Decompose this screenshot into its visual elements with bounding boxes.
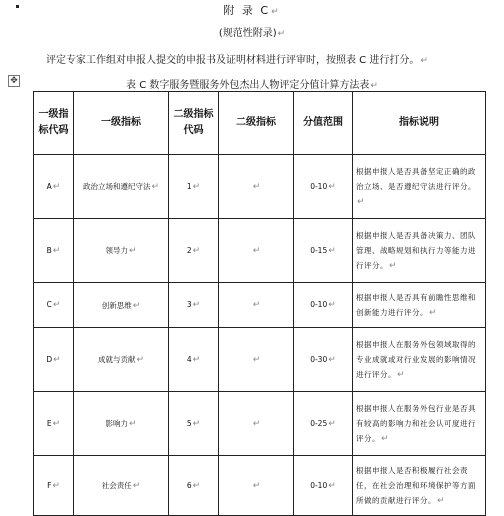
row-range-text: 0-25 [310,418,328,428]
row-code-text: E [46,418,52,428]
cell-mark: ↵ [328,245,336,256]
row-desc-text: 根据申报人是否具备坚定正确的政治立场、是否遵纪守法进行评分。 [356,166,476,191]
cell-mark: ↵ [252,418,261,429]
row-desc-text: 根据申报人在服务外包行业是否具有较高的影响力和社会认可度进行评分。 [356,403,476,443]
row-range-text: 0-10 [310,181,328,191]
row-code[interactable] [34,392,74,456]
row-sub-code-text: 6 [186,480,192,490]
cell-mark: ↵ [132,300,141,311]
cell-mark: ↵ [252,354,261,365]
cell-mark: ↵ [192,300,201,310]
header-level1-name: 一级指标 [74,92,169,155]
cell-mark: ↵ [192,480,201,491]
row-sub-name[interactable] [219,392,294,456]
appendix-subtitle-text: (规范性附录) [218,28,277,39]
row-name[interactable] [74,219,169,283]
cell-mark: ↵ [328,300,336,310]
row-range[interactable] [294,456,353,516]
cell-mark: ↵ [252,300,261,310]
row-range-text: 0-10 [310,300,328,309]
cell-mark: ↵ [52,181,61,192]
table-header-row [34,92,486,155]
cell-mark: ↵ [252,480,261,491]
cell-mark: ↵ [328,181,336,192]
cell-mark: ↵ [328,418,336,429]
cell-mark: ↵ [328,480,336,491]
row-name-text: 成就与贡献 [97,355,136,364]
row-code-text: F [47,480,52,490]
row-desc[interactable] [353,328,486,392]
cell-mark: ↵ [128,246,137,256]
header-score-range: 分值范围 [294,92,353,155]
row-name-text: 创新思维 [101,300,132,310]
cell-mark: ↵ [192,245,201,256]
row-desc-text: 根据申报人是否具备决策力、团队管理、战略规划和执行力等能力进行评分。 [356,230,476,270]
row-sub-name[interactable] [219,155,294,219]
row-sub-code-text: 1 [186,181,192,191]
cell-mark: ↵ [252,181,261,192]
paragraph-mark: ↵ [420,56,428,66]
cell-mark: ↵ [128,419,137,429]
table-row [34,328,486,392]
row-range-text: 0-15 [310,245,328,255]
appendix-subtitle [0,24,504,39]
cell-mark: ↵ [381,433,390,444]
row-desc[interactable] [353,392,486,456]
row-code-text: A [46,181,52,191]
appendix-title [0,2,504,18]
row-code[interactable] [34,328,74,392]
row-sub-code[interactable] [169,392,219,456]
row-range[interactable] [294,392,353,456]
row-range-text: 0-10 [310,480,328,490]
row-range[interactable] [294,283,353,328]
cell-mark: ↵ [52,300,61,310]
row-sub-name[interactable] [219,219,294,283]
row-sub-code-text: 5 [186,418,192,428]
row-sub-name[interactable] [219,328,294,392]
row-name-text: 领导力 [105,246,128,255]
row-sub-code-text: 3 [186,300,192,309]
row-code[interactable] [34,283,74,328]
row-name-text: 政治立场和遵纪守法 [82,182,151,191]
cell-mark: ↵ [389,260,398,271]
row-name[interactable] [74,456,169,516]
cell-mark: ↵ [192,418,201,429]
cell-mark: ↵ [192,354,201,365]
row-code-text: C [46,300,52,309]
cell-mark: ↵ [328,354,336,365]
table-row [34,456,486,516]
row-name-text: 社会责任 [101,481,132,490]
row-name-text: 影响力 [105,419,128,428]
row-sub-code[interactable] [169,456,219,516]
row-code[interactable] [34,155,74,219]
header-level2-code: 二级指标代码 [169,92,219,155]
table-caption-text: 表 C 数字服务暨服务外包杰出人物评定分值计算方法表 [126,80,370,91]
cell-mark: ↵ [151,182,160,192]
row-desc[interactable] [353,219,486,283]
row-sub-code[interactable] [169,219,219,283]
row-range[interactable] [294,219,353,283]
row-name[interactable] [74,392,169,456]
row-name[interactable] [74,328,169,392]
table-move-handle-icon[interactable]: ✥ [8,75,20,87]
row-sub-code[interactable] [169,155,219,219]
paragraph-mark: ↵ [271,7,281,17]
row-code[interactable] [34,219,74,283]
cell-mark: ↵ [429,307,438,318]
row-sub-code-text: 2 [186,245,192,255]
row-code-text: D [46,354,53,364]
scoring-table [33,91,486,516]
row-desc[interactable] [353,155,486,219]
row-range[interactable] [294,328,353,392]
cell-mark: ↵ [53,354,61,365]
cell-mark: ↵ [437,495,446,506]
row-sub-name[interactable] [219,283,294,328]
row-sub-code[interactable] [169,283,219,328]
cell-mark: ↵ [52,480,60,491]
cell-mark: ↵ [52,245,61,256]
cell-mark: ↵ [357,196,366,207]
row-sub-code-text: 4 [186,354,192,364]
cell-mark: ↵ [252,245,261,256]
row-desc-text: 根据申报人在服务外包领域取得的专业成就或对行业发展的影响情况进行评分。 [356,339,476,379]
cell-mark: ↵ [136,355,145,365]
table-row [34,219,486,283]
intro-text: 评定专家工作组对申报人提交的申报书及证明材料进行评审时，按照表 C 进行打分。 [46,55,420,66]
header-level2-name: 二级指标 [219,92,294,155]
table-row [34,155,486,219]
row-code-text: B [46,245,52,255]
row-desc-text: 根据申报人是否积极履行社会责任，在社会治理和环境保护等方面所做的贡献进行评分。 [356,465,476,505]
row-name[interactable] [74,283,169,328]
row-desc[interactable] [353,456,486,516]
cell-mark: ↵ [52,418,61,429]
row-sub-code[interactable] [169,328,219,392]
row-desc-text: 根据申报人是否具有前瞻性思维和创新能力进行评分。 [356,292,476,317]
cell-mark: ↵ [132,481,141,491]
row-sub-name[interactable] [219,456,294,516]
appendix-title-text: 附 录 C [223,4,271,17]
row-range-text: 0-30 [310,354,328,364]
cell-mark: ↵ [192,181,201,192]
row-name[interactable] [74,155,169,219]
cell-mark: ↵ [397,369,406,380]
row-range[interactable] [294,155,353,219]
table-row [34,283,486,328]
table-caption [0,76,504,91]
paragraph-mark: ↵ [370,81,378,91]
paragraph-mark: ↵ [277,29,286,39]
header-description: 指标说明 [353,92,486,155]
table-row [34,392,486,456]
header-level1-code: 一级指标代码 [34,92,74,155]
row-desc[interactable] [353,283,486,328]
intro-paragraph [46,51,428,66]
row-code[interactable] [34,456,74,516]
